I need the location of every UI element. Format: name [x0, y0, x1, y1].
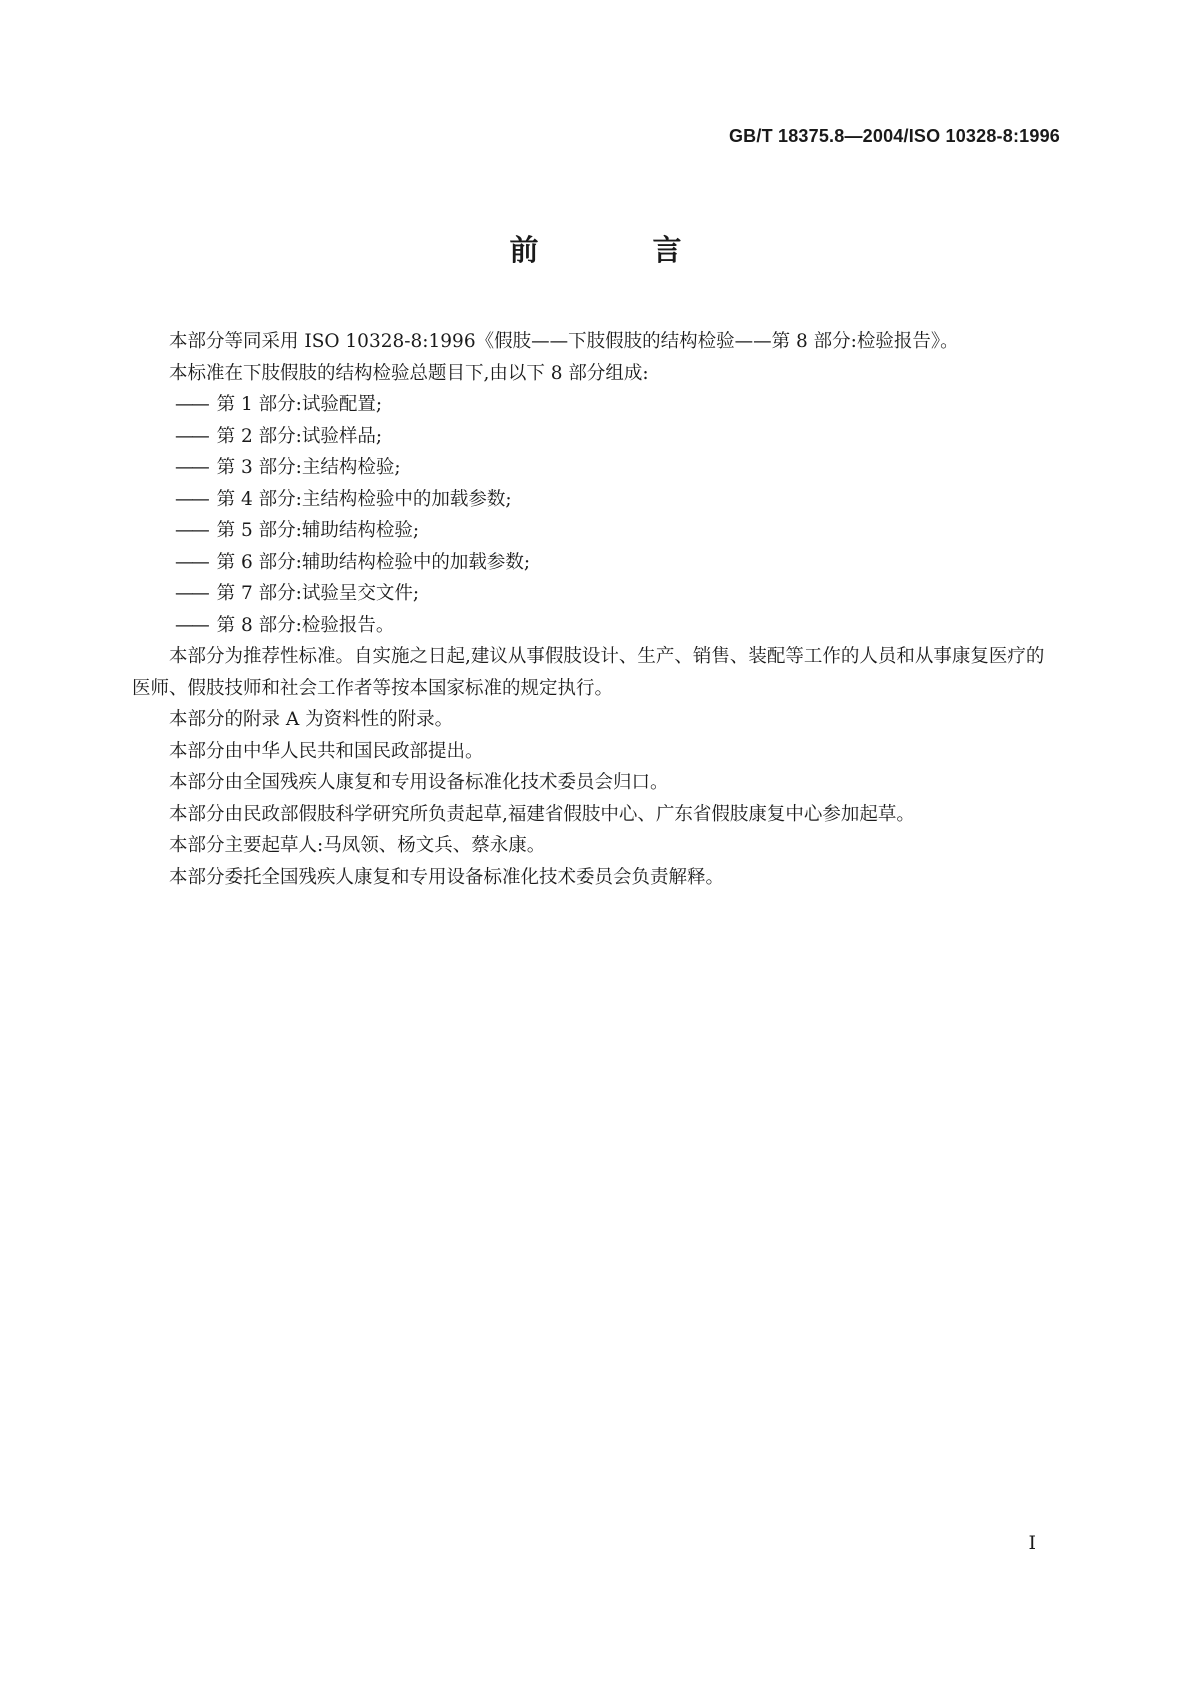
list-item-text: 第 8 部分:检验报告。: [216, 614, 395, 636]
list-item: [132, 610, 1057, 642]
paragraph-drafters: 本部分主要起草人:马凤领、杨文兵、蔡永康。: [169, 835, 546, 856]
list-item: [132, 389, 1057, 421]
list-dash: ——: [175, 394, 208, 415]
list-dash: ——: [175, 457, 208, 478]
paragraph-drafting-org: 本部分由民政部假肢科学研究所负责起草,福建省假肢中心、广东省假肢康复中心参加起草。: [169, 803, 915, 825]
list-item-text: 第 1 部分:试验配置;: [216, 394, 383, 415]
paragraph-composition: 本标准在下肢假肢的结构检验总题目下,由以下 8 部分组成:: [169, 362, 649, 384]
list-item: [132, 452, 1057, 484]
standard-number-header: GB/T 18375.8—2004/ISO 10328-8:1996: [728, 126, 1060, 146]
paragraph-recommendation: 本部分为推荐性标准。自实施之日起,建议从事假肢设计、生产、销售、装配等工作的人员和从事康复医疗的医师、假肢技师和社会工作者等按本国家标准的规定执行。: [132, 646, 1045, 699]
list-item: [132, 515, 1057, 547]
list-item-text: 第 6 部分:辅助结构检验中的加载参数;: [216, 551, 531, 573]
list-item-text: 第 5 部分:辅助结构检验;: [216, 520, 420, 541]
paragraph-interpretation: 本部分委托全国残疾人康复和专用设备标准化技术委员会负责解释。: [169, 866, 725, 888]
paragraph-proposer: 本部分由中华人民共和国民政部提出。: [169, 740, 484, 762]
list-dash: ——: [175, 583, 208, 604]
list-item: [132, 578, 1057, 610]
list-item-text: 第 2 部分:试验样品;: [216, 425, 383, 447]
foreword-title: 前 言: [509, 233, 734, 267]
list-item: [132, 484, 1057, 516]
list-dash: ——: [175, 614, 208, 636]
list-dash: ——: [175, 520, 208, 541]
list-dash: ——: [175, 488, 208, 510]
list-item-text: 第 7 部分:试验呈交文件;: [216, 583, 420, 604]
parts-list: [132, 389, 1057, 641]
list-dash: ——: [175, 425, 208, 447]
list-item-text: 第 4 部分:主结构检验中的加载参数;: [216, 488, 512, 510]
paragraph-committee: 本部分由全国残疾人康复和专用设备标准化技术委员会归口。: [169, 772, 669, 793]
paragraph-annex: 本部分的附录 A 为资料性的附录。: [169, 709, 454, 730]
list-dash: ——: [175, 551, 208, 573]
foreword-body: [132, 326, 1057, 893]
list-item: [132, 547, 1057, 579]
list-item-text: 第 3 部分:主结构检验;: [216, 457, 401, 478]
page-number: I: [1028, 1532, 1036, 1554]
list-item: [132, 421, 1057, 453]
paragraph-adoption: 本部分等同采用 ISO 10328-8:1996《假肢——下肢假肢的结构检验——第 8 部分:检验报告》。: [169, 331, 959, 352]
